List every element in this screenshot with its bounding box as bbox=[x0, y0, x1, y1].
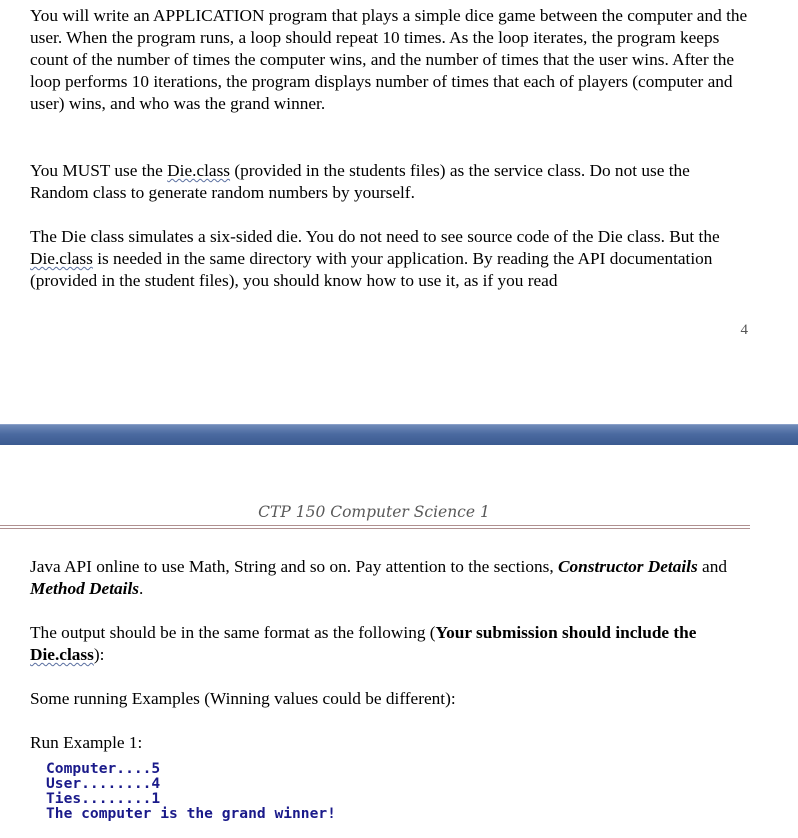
text-segment: and bbox=[697, 557, 727, 576]
constructor-details-emphasis: Constructor Details bbox=[557, 557, 698, 576]
page-break-separator bbox=[0, 424, 798, 445]
text-segment: Your submission should include the bbox=[435, 623, 697, 642]
paragraph-die-class-description bbox=[30, 226, 750, 292]
paragraph-java-api bbox=[30, 556, 750, 600]
text-segment: You MUST use the bbox=[30, 161, 168, 180]
page-header: CTP 150 Computer Science 1 bbox=[258, 503, 490, 521]
die-class-reference: Die.class bbox=[30, 645, 94, 664]
paragraph-output-format bbox=[30, 622, 750, 666]
text-segment: The output should be in the same format as the following ( bbox=[30, 623, 436, 642]
text-segment: ): bbox=[93, 645, 105, 664]
paragraph-examples-intro: Some running Examples (Winning values could be different): bbox=[30, 689, 456, 708]
method-details-emphasis: Method Details bbox=[30, 579, 139, 598]
text-segment: is needed in the same directory with your application. By reading the API documentation (provided in the student files), you should know how to use it, as if you read bbox=[30, 249, 713, 290]
document-page-bottom bbox=[0, 445, 798, 838]
paragraph-die-class-requirement bbox=[30, 160, 750, 204]
page-number: 4 bbox=[740, 322, 748, 338]
console-output bbox=[46, 761, 336, 821]
paragraph-intro: You will write an APPLICATION program that plays a simple dice game between the computer and the user. When the program runs, a loop should repeat 10 times. As the loop iterates, the program keeps count of the number of times the computer wins, and the number of times that the user wins. After the loop performs 10 iterations, the program displays number of times that each of players (computer and user) wins, and who was the grand winner. bbox=[30, 6, 748, 113]
header-divider bbox=[0, 525, 750, 529]
text-segment: (provided in the students files) as the service class. Do not use the Random class to generate random numbers by yourself. bbox=[30, 161, 690, 202]
die-class-reference: Die.class bbox=[167, 161, 231, 180]
console-line-result: The computer is the grand winner! bbox=[46, 805, 336, 822]
text-segment: . bbox=[138, 579, 144, 598]
text-segment: Java API online to use Math, String and so on. Pay attention to the sections, bbox=[30, 557, 558, 576]
console-line-ties: Ties........1 bbox=[46, 790, 161, 807]
text-segment: The Die class simulates a six-sided die. You do not need to see source code of the Die class. But the bbox=[30, 227, 720, 246]
console-line-computer: Computer....5 bbox=[46, 760, 161, 777]
run-example-label: Run Example 1: bbox=[30, 733, 143, 752]
console-line-user: User........4 bbox=[46, 775, 161, 792]
die-class-reference: Die.class bbox=[30, 249, 93, 268]
